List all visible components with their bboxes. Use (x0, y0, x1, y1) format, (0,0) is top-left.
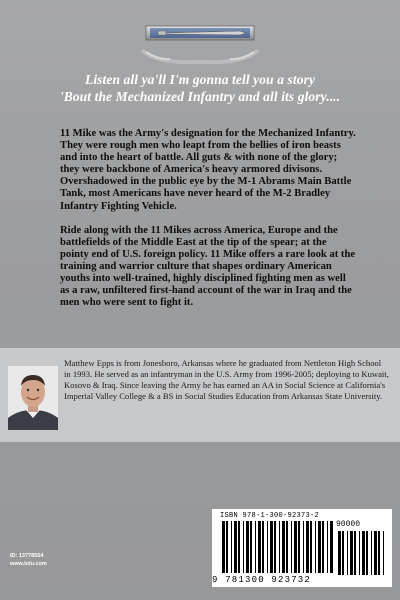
barcode-bar (286, 521, 288, 573)
barcode-bar (294, 521, 297, 573)
book-description (60, 128, 356, 321)
barcode-bar (338, 531, 341, 575)
barcode-bar (291, 521, 292, 573)
barcode-bar (322, 521, 324, 573)
isbn-number: ISBN 978-1-300-92373-2 (220, 512, 320, 520)
barcode-bar (231, 521, 232, 573)
author-bio: Matthew Epps is from Jonesboro, Arkansas where he graduated from Nettleton High School in 1993. He served as an infantryman in the U.S. Army from 1996-2005; deploying to Kuwait, Kosovo & Iraq. Since leaving the Army he has earned an AA in Social Science at California's Imperial Valley College & a BS in Social Studies Education from Arkansas State University. (64, 358, 389, 401)
price-code: 90000 (336, 520, 361, 529)
barcode-bar (238, 521, 240, 573)
barcode-bar (243, 521, 244, 573)
lulu-id: ID: 13778554 (10, 553, 44, 559)
barcode-bar (354, 531, 356, 575)
barcode-bar (383, 531, 384, 575)
barcode-bar (359, 531, 360, 575)
barcode-bar (279, 521, 280, 573)
description-paragraph-1: 11 Mike was the Army's designation for the Mechanized Infantry. They were rough men who leapt from the bellies of iron beasts and into the heart of battle. All guts & with none of the glory; they were backbone of America's heavy armored divisons. Overshadowed in the public eye by the M-1 Abrams Main Battle Tank, most Americans have never heard of the M-2 Bradley Infantry Fighting Vehicle. (60, 128, 356, 212)
barcode-icon (220, 521, 388, 577)
barcode-bar (330, 521, 333, 573)
barcode-bar (250, 521, 252, 573)
barcode-bar (347, 531, 348, 575)
barcode-bar (315, 521, 316, 573)
barcode-bar (226, 521, 228, 573)
barcode-bar (366, 531, 368, 575)
barcode-bar (303, 521, 304, 573)
tagline-line-1: Listen all ya'll I'm gonna tell you a story (84, 72, 316, 87)
combat-infantryman-badge-icon (136, 20, 264, 64)
tagline-line-2: 'Bout the Mechanized Infantry and all its glory.... (59, 89, 341, 104)
barcode-bar (270, 521, 273, 573)
barcode-bar (342, 531, 344, 575)
author-section (0, 348, 400, 442)
author-photo (8, 366, 58, 430)
barcode-bar (258, 521, 261, 573)
barcode-bar (327, 521, 328, 573)
barcode-bar (262, 521, 264, 573)
barcode-bar (306, 521, 309, 573)
barcode-bar (362, 531, 365, 575)
barcode-bar (255, 521, 256, 573)
barcode-bar (350, 531, 353, 575)
barcode-bar (274, 521, 276, 573)
barcode-bar (374, 531, 377, 575)
barcode-bar (282, 521, 285, 573)
description-paragraph-2: Ride along with the 11 Mikes across America, Europe and the battlefields of the Middle East at the tip of the spear; at the pointy end of U.S. foreign policy. 11 Mike offers a rare look at the training and warrior culture that shapes ordinary American youths into well-trained, highly disciplined fighting men as well as a raw, unfiltered first-hand account of the war in Iraq and the men who were sent to fight it. (60, 224, 356, 309)
barcode-bar (246, 521, 249, 573)
barcode-bar (222, 521, 225, 573)
isbn-barcode (212, 509, 392, 587)
barcode-bar (378, 531, 380, 575)
barcode-bar (371, 531, 372, 575)
barcode-bar (267, 521, 268, 573)
barcode-digits: 9 781300 923732 (212, 575, 312, 585)
barcode-bar (310, 521, 312, 573)
tagline (0, 71, 400, 105)
barcode-bar (234, 521, 237, 573)
barcode-bar (298, 521, 300, 573)
barcode-bar (318, 521, 321, 573)
lulu-site: www.lulu.com (10, 561, 47, 567)
publisher-info (10, 552, 47, 568)
